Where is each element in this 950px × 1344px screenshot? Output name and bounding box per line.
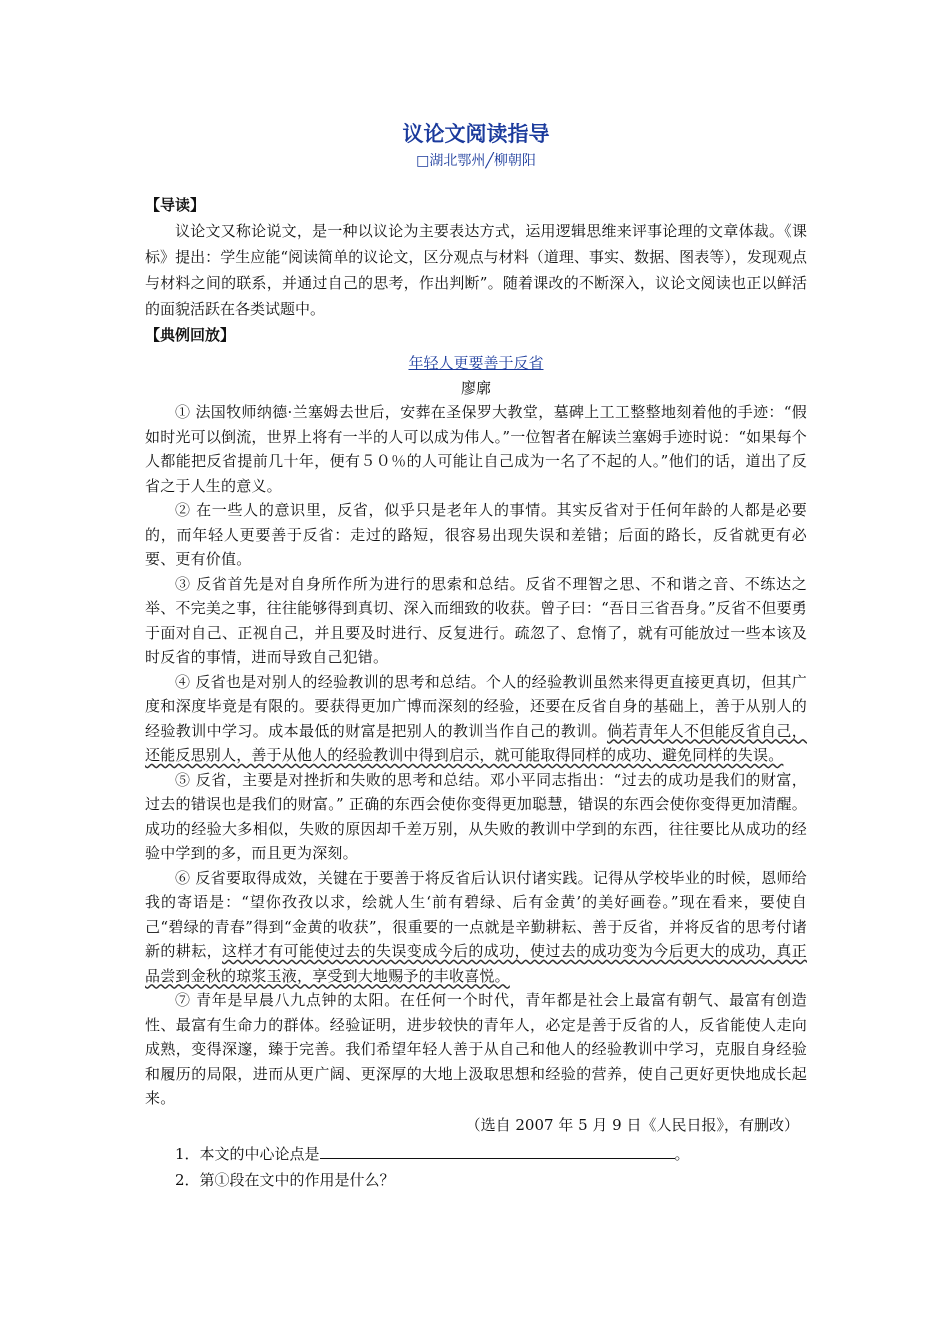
article-paragraph-5: ⑤ 反省，主要是对挫折和失败的思考和总结。邓小平同志指出：“过去的成功是我们的财富，过去的错误也是我们的财富。” 正确的东西会使你变得更加聪慧，错误的东西会使你变得更加清醒。成功的经验大多相似，失败的原因却千差万别，从失败的教训中学到的东西，往往要比从成功的经验中学到的多，而且更为深刻。 [145, 770, 807, 862]
article-paragraph-4 [145, 670, 807, 768]
question-1 [145, 1141, 807, 1167]
article-author: 廖廓 [460, 379, 491, 397]
guide-paragraph: 议论文又称论说文，是一种以议论为主要表达方式，运用逻辑思维来评事论理的文章体裁。《课标》提出：学生应能“阅读简单的议论文，区分观点与材料（道理、事实、数据、图表等），发现观点与材料之间的联系，并通过自己的思考，作出判断”。随着课改的不断深入，议论文阅读也正以鲜活的面貌活跃在各类试题中。 [145, 222, 807, 318]
example-section-label: 【典例回放】 [145, 326, 236, 344]
author-byline: □湖北鄂州╱柳朝阳 [416, 153, 536, 169]
question-2: 2．第①段在文中的作用是什么？ [175, 1170, 395, 1189]
paragraph-4-text: ④ 反省也是对别人的经验教训的思考和总结。个人的经验教训虽然来得更直接更真切，但其广度和深度毕竟是有限的。要获得更加广博而深刻的经验，还要在反省自身的基础上，善于从别人的经验教训中学习。成本最低的财富是把别人的教训当作自己的教训。 [145, 672, 807, 740]
document-page [145, 118, 807, 1193]
article-paragraph-1: ① 法国牧师纳德·兰塞姆去世后，安葬在圣保罗大教堂，墓碑上工工整整地刻着他的手迹：“假如时光可以倒流，世界上将有一半的人可以成为伟人。”一位智者在解读兰塞姆手迹时说：“如果每个人都能把反省提前几十年，便有５０％的人可能让自己成为一名了不起的人。”他们的话，道出了反省之于人生的意义。 [145, 403, 807, 495]
guide-section-label: 【导读】 [145, 196, 206, 214]
article-paragraph-7: ⑦ 青年是早晨八九点钟的太阳。在任何一个时代，青年都是社会上最富有朝气、最富有创造性、最富有生命力的群体。经验证明，进步较快的青年人，必定是善于反省的人，反省能使人走向成熟，变得深邃，臻于完善。我们希望年轻人善于从自己和他人的经验教训中学习，克服自身经验和履历的局限，进而从更广阔、更深厚的大地上汲取思想和经验的营养，使自己更好更快地成长起来。 [145, 991, 807, 1107]
article-paragraph-2: ② 在一些人的意识里，反省，似乎只是老年人的事情。其实反省对于任何年龄的人都是必要的，而年轻人更要善于反省：走过的路短，很容易出现失误和差错；后面的路长，反省就更有必要、更有价值。 [145, 501, 807, 568]
question-1-text: 1．本文的中心论点是 [175, 1144, 320, 1163]
article-paragraph-6 [145, 866, 807, 989]
question-1-end: 。 [674, 1144, 690, 1163]
paragraph-6-wavy-underlined-sentence: 这样才有可能使过去的失误变成今后的成功，使过去的成功变为今后更大的成功，真正品尝到金秋的琼浆玉液，享受到大地赐予的丰收喜悦。 [145, 942, 807, 985]
article-paragraph-3: ③ 反省首先是对自身所作所为进行的思索和总结。反省不理智之思、不和谐之音、不练达之举、不完美之事，往往能够得到真切、深入而细致的收获。曾子曰：“吾日三省吾身。”反省不但要勇于面对自己、正视自己，并且要及时进行、反复进行。疏忽了、怠惰了，就有可能放过一些本该及时反省的事情，进而导致自己犯错。 [145, 574, 807, 666]
paragraph-6-text: ⑥ 反省要取得成效，关键在于要善于将反省后认识付诸实践。记得从学校毕业的时候，恩师给我的寄语是：“望你孜孜以求，绘就人生‘前有碧绿、后有金黄’的美好画卷。”现在看来，要使自己“碧绿的青春”得到“金黄的收获”，很重要的一点就是辛勤耕耘、善于反省，并将反省的思考付诸新的耕耘， [145, 868, 807, 960]
answer-blank[interactable] [320, 1142, 675, 1159]
paragraph-4-wavy-underlined-sentence: 倘若青年人不但能反省自己，还能反思别人，善于从他人的经验教训中得到启示，就可能取得同样的成功、避免同样的失误。 [145, 721, 807, 764]
article-title: 年轻人更要善于反省 [408, 354, 544, 372]
page-title: 议论文阅读指导 [402, 121, 550, 146]
article-source: （选自 2007 年 5 月 9 日《人民日报》，有删改） [465, 1115, 799, 1134]
